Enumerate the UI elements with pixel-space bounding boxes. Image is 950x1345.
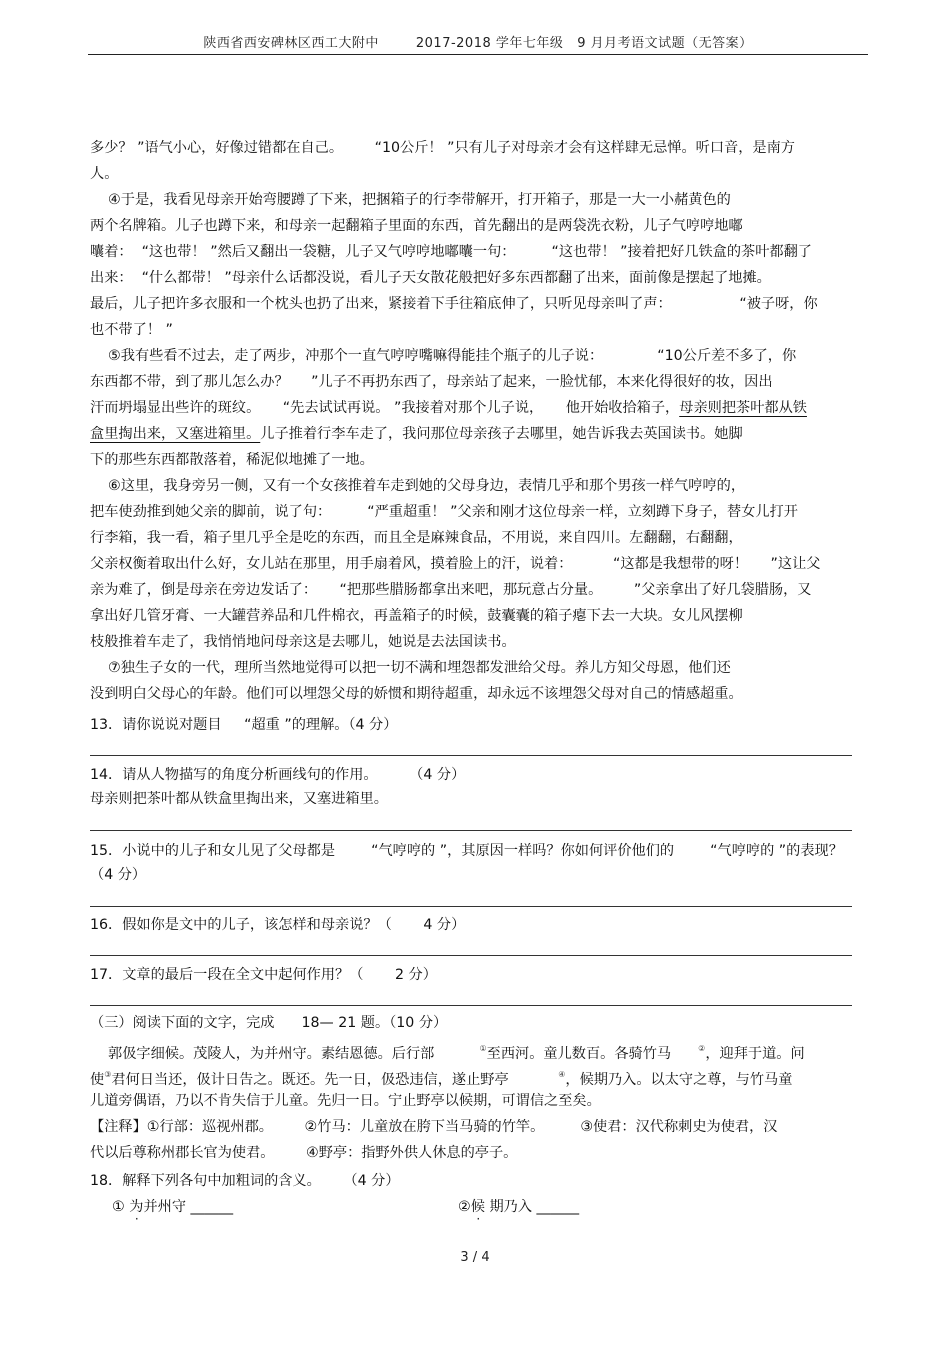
- item-text: 并州守 ______: [143, 1199, 234, 1215]
- text-line: 出来： “什么都带！ ”母亲什么话都没说，看儿子天女散花般把好多东西都翻了出来，面前像是摆起了地摊。: [90, 270, 771, 286]
- text-line: 也不带了！ ”: [90, 322, 173, 338]
- text-line: 父亲权衡着取出什么好，女儿站在那里，用手扇着风，摸着脸上的汗，说着： “这都是我想带的呀！ ”这让父: [90, 556, 821, 572]
- answer-line[interactable]: [90, 755, 852, 756]
- bold-word: 候: [470, 1199, 485, 1215]
- question-14: 14．请从人物描写的角度分析画线句的作用。 （4 分）: [90, 767, 466, 783]
- footnote-marker: ①: [479, 1044, 487, 1053]
- text-line: ⑤我有些看不过去，走了两步，冲那个一直气哼哼嘴嘛得能挂个瓶子的儿子说： “10公斤差不多了，你: [90, 348, 797, 364]
- text-line: 把车使劲推到她父亲的脚前，说了句： “严重超重！ ”父亲和刚才这位母亲一样，立刻蹲下身子，替女儿打开: [90, 504, 798, 520]
- text-line: ⑥这里，我身旁另一侧，又有一个女孩推着车走到她的父母身边，表情几乎和那个男孩一样气哼哼的，: [90, 478, 746, 494]
- question-13: 13．请你说说对题目 “超重 ”的理解。（4 分）: [90, 717, 398, 733]
- text-line: ⑦独生子女的一代，理所当然地觉得可以把一切不满和埋怨都发泄给父母。养儿方知父母恩，他们还: [90, 660, 731, 676]
- text-segment: 君何日当还，伋计日告之。既还。先一日，伋恐违信，遂止野亭: [111, 1072, 509, 1088]
- question-16: 16．假如你是文中的儿子，该怎样和母亲说？（ 4 分）: [90, 917, 466, 933]
- text-line: 人。: [90, 166, 119, 182]
- question-18: 18．解释下列各句中加粗词的含义。 （4 分）: [90, 1173, 400, 1189]
- item-number: ②: [458, 1199, 471, 1215]
- text-line: 多少？ ”语气小心，好像过错都在自己。 “10公斤！ ”只有儿子对母亲才会有这样肆无忌惮。听口音，是南方: [90, 140, 795, 156]
- bold-word: 为: [129, 1199, 144, 1215]
- question-17: 17．文章的最后一段在全文中起何作用？（ 2 分）: [90, 967, 437, 983]
- text-segment: 汗而坍塌显出些许的斑纹。 “先去试试再说。 ”我接着对那个儿子说， 他开始收拾箱子，: [90, 400, 680, 416]
- text-segment: 儿子推着行李车走了，我问那位母亲孩子去哪里，她告诉我去英国读书。她脚: [260, 426, 743, 442]
- text-line: 两个名牌箱。儿子也蹲下来，和母亲一起翻箱子里面的东西，首先翻出的是两袋洗衣粉，儿子气哼哼地嘟: [90, 218, 743, 234]
- text-line: 最后，儿子把许多衣服和一个枕头也扔了出来，紧接着下手往箱底伸了，只听见母亲叫了声： “被子呀，你: [90, 296, 818, 312]
- answer-line[interactable]: [90, 955, 852, 956]
- question-14-quote: 母亲则把茶叶都从铁盒里掏出来，又塞进箱里。: [90, 791, 388, 807]
- answer-line[interactable]: [90, 830, 852, 831]
- classical-text-line: [90, 1040, 805, 1063]
- text-line: 行李箱，我一看，箱子里几乎全是吃的东西，而且全是麻辣食品，不用说，来自四川。左翻翻，右翻翻，: [90, 530, 743, 546]
- page-header: [88, 32, 868, 55]
- answer-line[interactable]: [90, 1005, 852, 1006]
- item-number: ①: [112, 1199, 130, 1215]
- text-line: 枝般推着车走了，我悄悄地问母亲这是去哪儿，她说是去法国读书。: [90, 634, 516, 650]
- question-15-score: （4 分）: [90, 867, 147, 883]
- text-line: 东西都不带，到了那儿怎么办？ ”儿子不再扔东西了，母亲站了起来，一脸忧郁，本来化得很好的妆，因出: [90, 374, 773, 390]
- text-line: 拿出好几管牙膏、一大罐营养品和几件棉衣，再盖箱子的时候，鼓囊囊的箱子瘪下去一大块。女儿风摆柳: [90, 608, 743, 624]
- text-line: [90, 399, 807, 417]
- text-line: [90, 425, 743, 443]
- underlined-sentence: 盒里掏出来，又塞进箱里。: [90, 426, 261, 442]
- question-18-item-2[interactable]: [458, 1198, 579, 1216]
- classical-text-line: 儿道旁偶语，乃以不肯失信于儿童。先归一日。宁止野亭以候期，可谓信之至矣。: [90, 1093, 601, 1109]
- page-number: 3 / 4: [460, 1250, 490, 1265]
- header-exam: 2017-2018 学年七年级 9 月月考语文试题（无答案）: [415, 36, 753, 51]
- text-segment: 至西河。童儿数百。各骑竹马: [486, 1046, 672, 1062]
- annotation-line: 代以后尊称州郡长官为使君。 ④野亭：指野外供人休息的亭子。: [90, 1145, 518, 1161]
- text-line: ④于是，我看见母亲开始弯腰蹲了下来，把捆箱子的行李带解开，打开箱子，那是一大一小赭黄色的: [90, 192, 731, 208]
- question-15: 15．小说中的儿子和女儿见了父母都是 “气哼哼的 ”，其原因一样吗？你如何评价他们的 “气哼哼的 ”的表现？: [90, 843, 843, 859]
- text-line: 囔着： “这也带！ ”然后又翻出一袋糖，儿子又气哼哼地嘟囔一句： “这也带！ ”接着把好几铁盒的茶叶都翻了: [90, 244, 812, 260]
- item-text: 期乃入 ______: [484, 1199, 580, 1215]
- text-segment: ，候期乃入。以太守之尊，与竹马童: [565, 1072, 793, 1088]
- classical-text-line: [90, 1066, 792, 1089]
- text-segment: 郭伋字细候。茂陵人，为并州守。素结恩德。后行部: [90, 1046, 435, 1062]
- text-segment: ，迎拜于道。问: [705, 1046, 805, 1062]
- question-18-item-1[interactable]: [112, 1198, 233, 1216]
- header-school: 陕西省西安碑林区西工大附中: [203, 36, 379, 51]
- footnote-marker: ②: [698, 1044, 706, 1053]
- text-segment: 使: [90, 1072, 105, 1088]
- footnote-marker: ③: [104, 1070, 112, 1079]
- answer-line[interactable]: [90, 906, 852, 907]
- underlined-sentence: 母亲则把茶叶都从铁: [679, 400, 807, 416]
- annotation-line: 【注释】①行部：巡视州郡。 ②竹马：儿童放在胯下当马骑的竹竿。 ③使君：汉代称刺史为使君，汉: [90, 1119, 778, 1135]
- text-line: 没到明白父母心的年龄。他们可以埋怨父母的娇惯和期待超重，却永远不该埋怨父母对自己的情感超重。: [90, 686, 743, 702]
- text-line: 亲为难了，倒是母亲在旁边发话了： “把那些腊肠都拿出来吧，那玩意占分量。 ”父亲拿出了好几袋腊肠，又: [90, 582, 812, 598]
- footnote-marker: ④: [558, 1070, 566, 1079]
- text-line: 下的那些东西都散落着，稀泥似地摊了一地。: [90, 452, 374, 468]
- section-3-title: （三）阅读下面的文字，完成 18— 21 题。（10 分）: [90, 1015, 448, 1031]
